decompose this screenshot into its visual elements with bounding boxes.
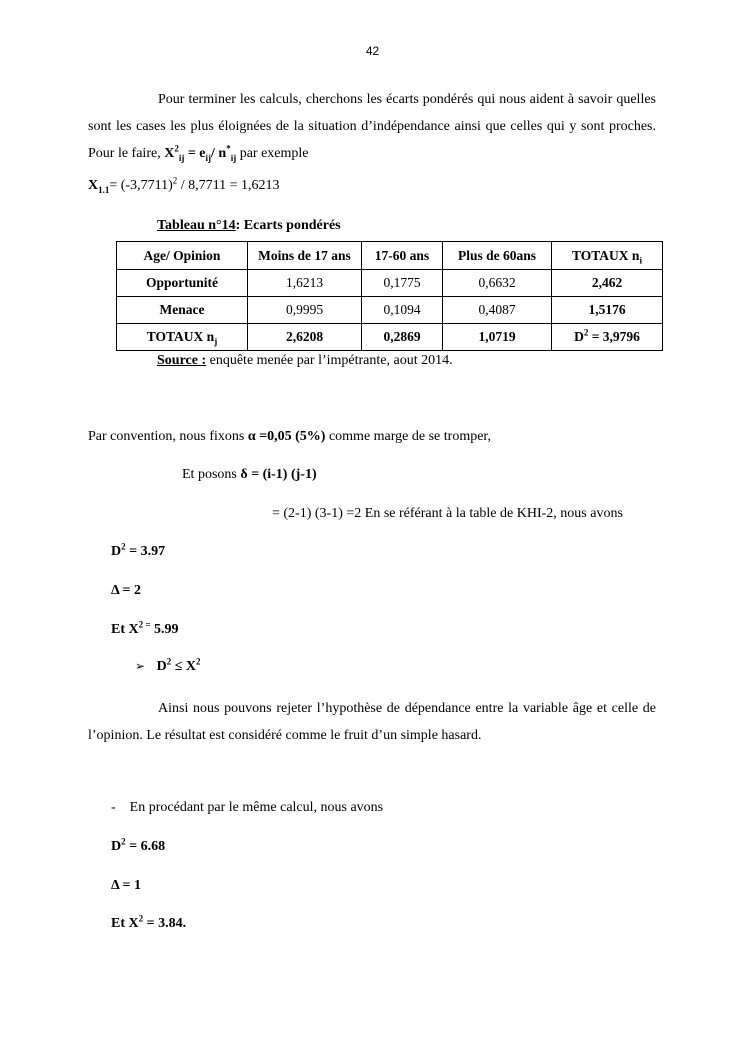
cell: 0,9995 <box>248 297 362 324</box>
header-cell: Plus de 60ans <box>443 242 552 270</box>
delta-value-2: Δ = 1 <box>111 878 141 893</box>
d-squared-value-1: $D^2 = 3.97$ <box>111 541 166 559</box>
table-row <box>117 297 663 324</box>
cell: 0,2869 <box>362 324 443 351</box>
x-squared-value-2: Et $X^2 = 3.84$. <box>111 913 187 931</box>
d-squared-total: $D^2 = 3,9796$ <box>552 324 663 351</box>
convention-line: Par convention, nous fixons α =0,05 (5%) comme marge de se tromper, <box>88 429 492 444</box>
arrow-bullet-icon: ➢ <box>135 659 146 673</box>
row-total: 2,462 <box>552 270 663 297</box>
delta-value-1: Δ = 2 <box>111 583 141 598</box>
comparison-bullet: ➢ $D^2 \le X^2$ <box>135 656 201 674</box>
d-squared-value-2: $D^2 = 6.68$ <box>111 836 166 854</box>
cell: 0,4087 <box>443 297 552 324</box>
row-label: Menace <box>117 297 248 324</box>
cell: 0,1094 <box>362 297 443 324</box>
page-number: 42 <box>365 44 380 58</box>
cell: 1,6213 <box>248 270 362 297</box>
dash-list-item: - En procédant par le même calcul, nous avons <box>111 800 384 815</box>
example-formula: $X_{1.1}= (-3,7711)^2 / 8,7711 = 1,6213$ <box>88 175 280 195</box>
intro-text: Pour terminer les calculs, cherchons les écarts pondérés qui nous aident à savoir quelles sont les cases les plus éloignées de la situation d’indépendance ainsi que celles qui y sont proches. Pour le faire, <box>88 92 656 161</box>
cell: 0,1775 <box>362 270 443 297</box>
header-cell: TOTAUX $n_i$ <box>552 242 663 270</box>
conclusion-paragraph: Ainsi nous pouvons rejeter l’hypothèse de dépendance entre la variable âge et celle de l’opinion. Le résultat est considéré comme le fruit d’un simple hasard. <box>88 701 656 743</box>
cell: 0,6632 <box>443 270 552 297</box>
row-label: Opportunité <box>117 270 248 297</box>
row-total: 1,5176 <box>552 297 663 324</box>
header-cell: Moins de 17 ans <box>248 242 362 270</box>
totals-label: TOTAUX $n_j$ <box>117 324 248 351</box>
table-row <box>117 270 663 297</box>
table-title: Tableau n°14: Ecarts pondérés <box>157 218 341 233</box>
x-squared-value-1: Et $X^{2 =}$ 5.99 <box>111 619 179 637</box>
header-cell: 17-60 ans <box>362 242 443 270</box>
cell: 1,0719 <box>443 324 552 351</box>
calc-line: = (2-1) (3-1) =2 En se référant à la table de KHI-2, nous avons <box>272 506 623 521</box>
header-cell: Age/ Opinion <box>117 242 248 270</box>
cell: 2,6208 <box>248 324 362 351</box>
table-source: Source : enquête menée par l’impétrante, aout 2014. <box>157 353 453 368</box>
posons-line: Et posons δ = (i-1) (j-1) <box>182 467 317 482</box>
intro-paragraph: Pour terminer les calculs, cherchons les écarts pondérés qui nous aident à savoir quelles sont les cases les plus éloignées de la situation d’indépendance ainsi que celles qui y sont proches. Pour le faire, $X^2_{ij} = e_{ij}/$ $n^*_{ij}$ par exemple <box>88 92 656 163</box>
weighted-gaps-table <box>116 241 663 351</box>
table-totals-row <box>117 324 663 351</box>
table-header-row <box>117 242 663 270</box>
